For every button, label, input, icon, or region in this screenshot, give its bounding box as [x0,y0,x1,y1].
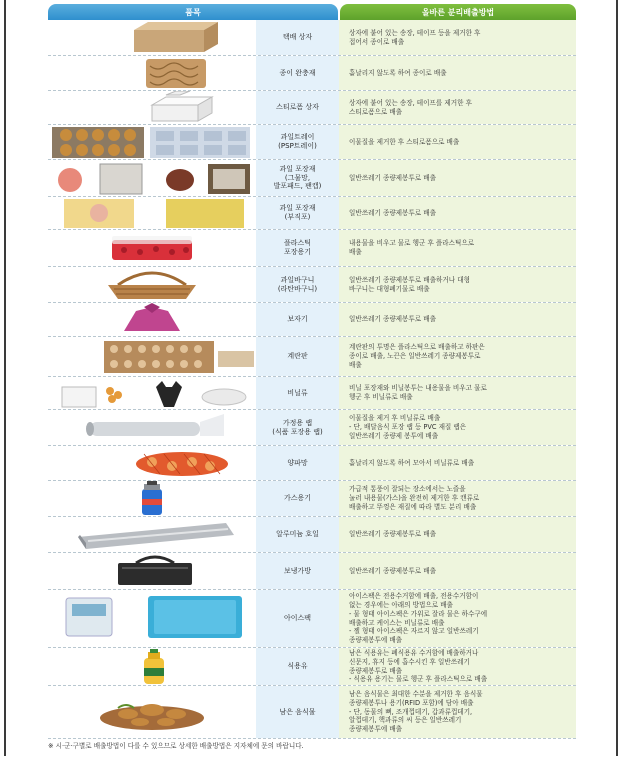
fruit-tray-icon [48,125,256,159]
disposal-method: 일반쓰레기 종량제봉투로 배출 [339,553,576,589]
table-row [48,648,576,686]
plastic-wrap-icon [48,410,256,445]
table-row [48,377,576,410]
table-row [48,56,576,91]
plastic-container-icon [48,230,256,266]
disposal-method: 남은 음식물은 최대한 수분을 제거한 후 음식물 종량제봉투나 용기(RFID 포함)에 담아 배출 - 단, 동물의 뼈, 조개껍데기, 갑과류껍데기, 알껍데기, 핵과류의 씨 등은 일반쓰레기 종량제봉투에 배출 [339,686,576,738]
footer-note: ※ 시·군·구별로 배출방법이 다를 수 있으므로 상세한 배출방법은 지자체에 문의 바랍니다. [48,742,304,750]
table-row [48,91,576,125]
item-name: 플라스틱 포장용기 [256,230,339,266]
table-row [48,160,576,197]
item-name: 계란판 [256,337,339,376]
table-row [48,590,576,648]
disposal-method: 남은 식용유는 폐식용유 수거함에 배출하거나 신문지, 휴지 등에 흡수시킨 후 일반쓰레기 종량제봉투로 배출 - 식용유 용기는 물로 헹군 후 플라스틱으로 배출 [339,648,576,685]
item-name: 양파망 [256,446,339,480]
table-row [48,230,576,267]
ice-pack-icon [48,590,256,647]
item-name: 과일바구니 (라탄바구니) [256,267,339,302]
table-row [48,686,576,739]
disposal-method: 이물질을 제거 후 비닐류로 배출 - 단, 배달음식 포장 랩 등 PVC 재질 랩은 일반쓰레기 종량제 봉투에 배출 [339,410,576,445]
item-name: 과일트레이 (PSP트레이) [256,125,339,159]
rattan-basket-icon [48,267,256,302]
fruit-net-icon [48,160,256,196]
disposal-method: 계란판의 투명은 플라스틱으로 배출하고 하판은 종이로 배출, 노끈은 일반쓰레기 종량제봉투로 배출 [339,337,576,376]
disposal-method: 아이스팩은 전용수거함에 배출, 전용수거함이 없는 경우에는 아래의 방법으로 배출 - 물 형태 아이스팩은 가위로 잘라 물은 하수구에 배출하고 케이스는 비닐류로 배출 - 젤 형태 아이스팩은 자르지 않고 일반쓰레기 종량제봉투에 배출 [339,590,576,647]
vinyl-bags-icon [48,377,256,409]
item-name: 종이 완충재 [256,56,339,90]
disposal-method: 상자에 붙어 있는 송장, 테이프 등을 제거한 후 접어서 종이로 배출 [339,20,576,55]
disposal-method: 일반쓰레기 종량제봉투로 배출 [339,517,576,552]
item-name: 스티로폼 상자 [256,91,339,124]
aluminum-foil-icon [48,517,256,552]
disposal-method: 내용물을 비우고 물로 헹군 후 플라스틱으로 배출 [339,230,576,266]
disposal-method: 흩날리지 않도록 하여 모아서 비닐류로 배출 [339,446,576,480]
table-row [48,197,576,230]
header-item: 품목 [48,4,338,20]
disposal-method: 흩날리지 않도록 하여 종이로 배출 [339,56,576,90]
header-method: 올바른 분리배출방법 [340,4,576,20]
disposal-method: 일반쓰레기 종량제봉투로 배출 [339,303,576,336]
item-name: 비닐류 [256,377,339,409]
table-row [48,303,576,337]
table-row [48,481,576,517]
item-name: 보자기 [256,303,339,336]
item-name: 과일 포장재 (부직포) [256,197,339,229]
table-row [48,125,576,160]
cooler-bag-icon [48,553,256,589]
table-row [48,410,576,446]
cooking-oil-icon [48,648,256,685]
item-name: 아이스팩 [256,590,339,647]
disposal-method: 가급적 통풍이 잘되는 장소에서는 노즐을 눌러 내용물(가스)을 완전히 제거한 후 캔류로 배출하고 뚜껑은 재질에 따라 별도 분리 배출 [339,481,576,516]
item-name: 보냉가방 [256,553,339,589]
disposal-method: 이물질을 제거한 후 스티로폼으로 배출 [339,125,576,159]
gas-canister-icon [48,481,256,516]
table-row [48,446,576,481]
table-row [48,517,576,553]
cardboard-box-icon [48,20,256,55]
table-row [48,20,576,56]
item-name: 택배 상자 [256,20,339,55]
nonwoven-wrap-icon [48,197,256,229]
item-name: 식용유 [256,648,339,685]
table-row [48,267,576,303]
disposal-method: 일반쓰레기 종량제봉투로 배출 [339,197,576,229]
paper-cushion-icon [48,56,256,90]
item-name: 가스용기 [256,481,339,516]
wrapping-cloth-icon [48,303,256,336]
item-name: 과일 포장재 (그물망, 발포패드, 팬캡) [256,160,339,196]
disposal-method: 비닐 포장재와 비닐봉투는 내용물을 비우고 물로 헹군 후 비닐류로 배출 [339,377,576,409]
leftover-food-icon [48,686,256,738]
styrofoam-box-icon [48,91,256,124]
disposal-method: 상자에 붙어 있는 송장, 테이프를 제거한 후 스티로폼으로 배출 [339,91,576,124]
item-name: 알루미늄 호일 [256,517,339,552]
item-name: 남은 음식물 [256,686,339,738]
onion-net-icon [48,446,256,480]
egg-tray-icon [48,337,256,376]
table-row [48,553,576,590]
disposal-method: 일반쓰레기 종량제봉투로 배출 [339,160,576,196]
table-row [48,337,576,377]
disposal-method: 일반쓰레기 종량제봉투로 배출하거나 대형 바구니는 대형폐기물로 배출 [339,267,576,302]
item-name: 가정용 랩 (식품 포장용 랩) [256,410,339,445]
